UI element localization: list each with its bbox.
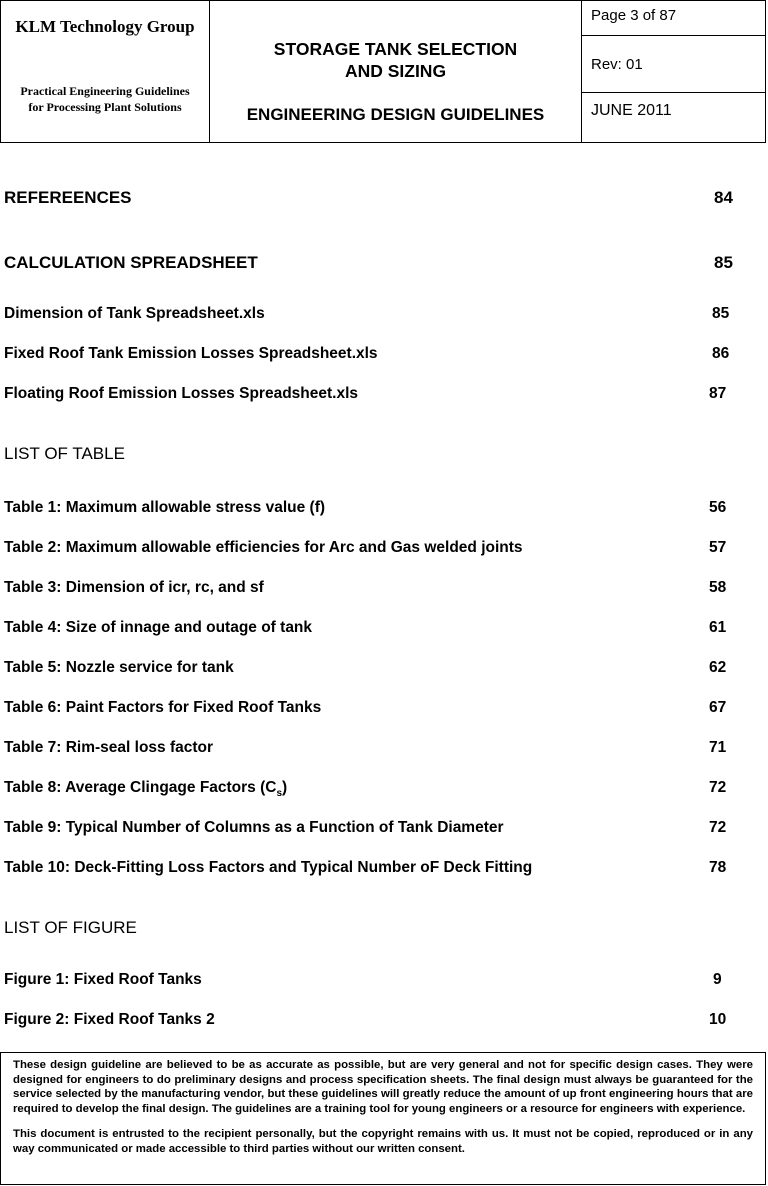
company-tagline	[1, 83, 209, 115]
list-of-figure-heading: LIST OF FIGURE	[4, 918, 137, 937]
toc-table-item: Table 4: Size of innage and outage of tank	[4, 619, 313, 636]
disclaimer-box	[0, 1052, 766, 1185]
page-header	[0, 0, 766, 143]
toc-table-page: 71	[709, 739, 727, 756]
copyright-paragraph: This document is entrusted to the recipient personally, but the copyright remains with us. It must not be copied, reproduced or in any way communicated or made accessible to third parties without our written consent.	[13, 1128, 753, 1155]
list-of-table-heading: LIST OF TABLE	[4, 444, 125, 463]
toc-table-page: 58	[709, 579, 727, 596]
toc-figure-item: Figure 1: Fixed Roof Tanks	[4, 971, 202, 988]
toc-table-item: Table 3: Dimension of icr, rc, and sf	[4, 579, 264, 596]
disclaimer-paragraph: These design guideline are believed to be as accurate as possible, but are very general and not for specific design cases. They were designed for engineers to do preliminary designs and process specification sheets. The final design must always be guaranteed for the service selected by the manufacturing vendor, but these guidelines will greatly reduce the amount of up front engineering hours that are required to develop the final design. The guidelines are a training tool for young engineers or a resource for engineers with experience.	[13, 1059, 753, 1115]
issue-date: JUNE 2011	[591, 102, 672, 119]
document-subtitle: ENGINEERING DESIGN GUIDELINES	[246, 105, 545, 124]
document-title: STORAGE TANK SELECTION AND SIZING	[273, 39, 518, 81]
toc-table-page: 72	[709, 779, 727, 796]
toc-calc-item: Floating Roof Emission Losses Spreadsheet.xls	[4, 385, 359, 402]
toc-table-item: Table 7: Rim-seal loss factor	[4, 739, 214, 756]
toc-table-page: 61	[709, 619, 727, 636]
toc-calc-item-page: 87	[709, 385, 727, 402]
toc-figure-page: 9	[713, 971, 722, 988]
tagline-line2: for Processing Plant Solutions	[28, 100, 182, 114]
toc-table-label: Table 8: Average Clingage Factors (C	[4, 779, 277, 796]
toc-calc-item-page: 86	[712, 345, 730, 362]
toc-calc-item: Fixed Roof Tank Emission Losses Spreadsheet.xls	[4, 345, 378, 362]
toc-table-page: 67	[709, 699, 727, 716]
toc-calc-item-page: 85	[712, 305, 730, 322]
toc-table-item: Table 10: Deck-Fitting Loss Factors and Typical Number oF Deck Fitting	[4, 859, 533, 876]
title-block	[210, 1, 582, 142]
toc-calc-page: 85	[714, 253, 733, 272]
toc-calc-item: Dimension of Tank Spreadsheet.xls	[4, 305, 265, 322]
revision: Rev: 01	[582, 36, 765, 93]
company-block	[1, 1, 210, 142]
company-name: KLM Technology Group	[15, 17, 195, 36]
toc-table-page: 62	[709, 659, 727, 676]
toc-table-label-end: )	[282, 779, 288, 796]
toc-table-item: Table 5: Nozzle service for tank	[4, 659, 234, 676]
meta-block	[582, 1, 765, 142]
toc-table-page: 57	[709, 539, 727, 556]
toc-figure-page: 10	[709, 1011, 727, 1028]
toc-table-label-subscript: s	[276, 788, 283, 800]
page-number: Page 3 of 87	[582, 1, 765, 36]
toc-table-item: Table 2: Maximum allowable efficiencies for Arc and Gas welded joints	[4, 539, 523, 556]
tagline-line1: Practical Engineering Guidelines	[20, 84, 190, 98]
toc-references: REFEREENCES	[4, 188, 132, 207]
toc-table-page: 72	[709, 819, 727, 836]
toc-table-page: 78	[709, 859, 727, 876]
toc-table-item: Table 6: Paint Factors for Fixed Roof Tanks	[4, 699, 322, 716]
toc-table-item: Table 9: Typical Number of Columns as a Function of Tank Diameter	[4, 819, 504, 836]
toc-table-item: Table 1: Maximum allowable stress value (f)	[4, 499, 326, 516]
toc-figure-item: Figure 2: Fixed Roof Tanks 2	[4, 1011, 215, 1028]
toc-calc: CALCULATION SPREADSHEET	[4, 253, 258, 272]
toc-table-item	[4, 779, 287, 799]
toc-references-page: 84	[714, 188, 733, 207]
toc-table-page: 56	[709, 499, 727, 516]
